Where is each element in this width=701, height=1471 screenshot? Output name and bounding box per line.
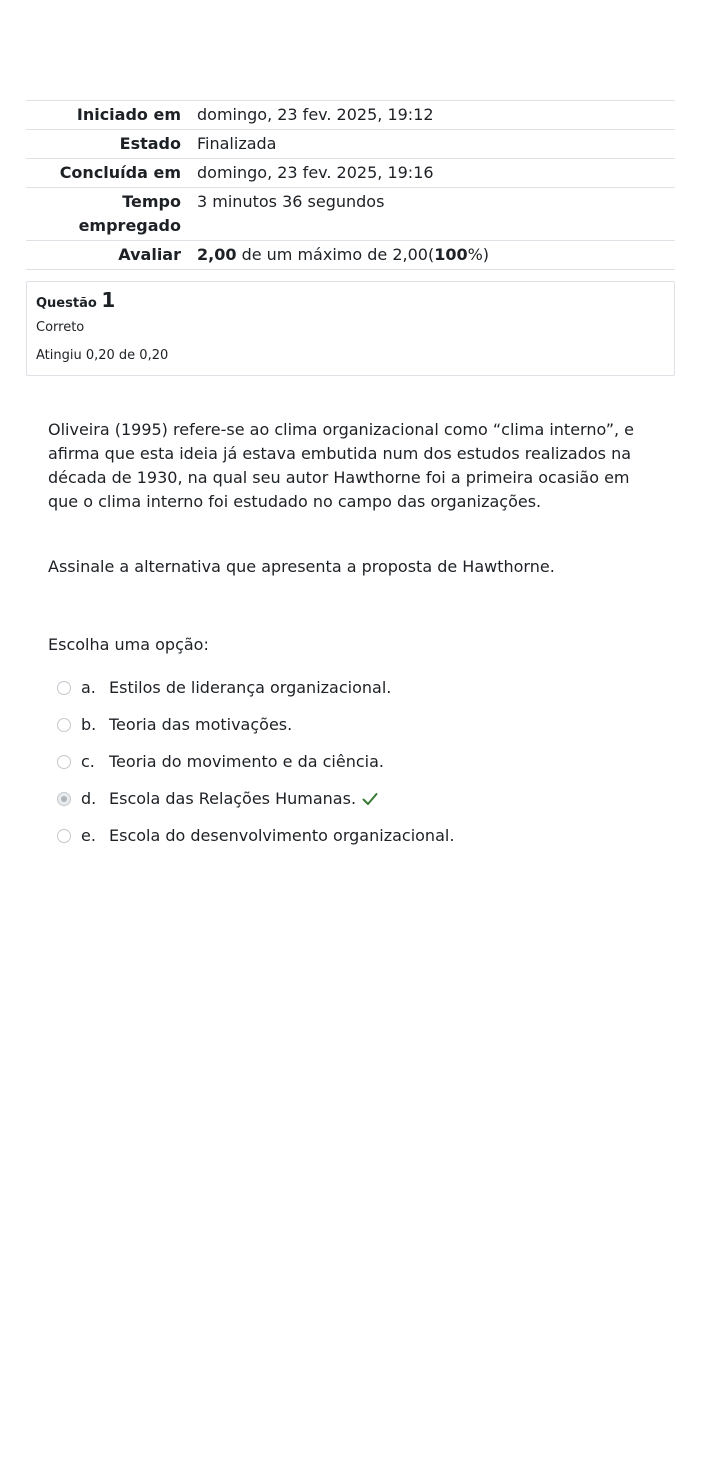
question-paragraph: Oliveira (1995) refere-se ao clima organizacional como “clima interno”, e afirma que esta ideia já estava embutida num dos estudos realizados na década de 1930, na qual seu autor Hawthorne foi a primeira ocasião em que o clima interno foi estudado no campo das organizações. (48, 420, 635, 511)
answer-option-b[interactable] (55, 706, 655, 743)
summary-label: Tempo empregado (78, 192, 181, 235)
question-state: Correto (36, 320, 85, 335)
summary-label: Avaliar (118, 245, 181, 264)
check-icon (362, 792, 378, 806)
radio-button[interactable] (57, 681, 71, 695)
grade-percent: 100 (434, 245, 468, 264)
radio-button[interactable] (57, 829, 71, 843)
question-label: Questão (36, 296, 97, 311)
choose-option-label: Escolha uma opção: (48, 635, 209, 654)
answer-letter: c. (81, 751, 95, 771)
quiz-summary-table (26, 100, 675, 270)
radio-button[interactable] (57, 755, 71, 769)
summary-label: Concluída em (59, 163, 181, 182)
summary-value: domingo, 23 fev. 2025, 19:12 (197, 105, 434, 124)
summary-label: Iniciado em (76, 105, 181, 124)
answer-letter: d. (81, 788, 97, 808)
answer-option-c[interactable] (55, 743, 655, 780)
grade-mid: de um máximo de 2,00( (236, 245, 435, 264)
question-number (36, 290, 115, 314)
grade-end: %) (467, 245, 490, 264)
question-text (48, 418, 648, 514)
answer-list (55, 669, 655, 854)
summary-value: domingo, 23 fev. 2025, 19:16 (197, 163, 434, 182)
summary-row-grade (26, 241, 675, 270)
summary-value: 3 minutos 36 segundos (197, 192, 385, 211)
question-info-box (26, 281, 675, 376)
summary-grade-value (197, 241, 675, 269)
summary-row-completed (26, 159, 675, 188)
summary-row-state (26, 130, 675, 159)
answer-letter: a. (81, 677, 96, 697)
answer-option-d[interactable] (55, 780, 655, 817)
summary-row-started (26, 101, 675, 130)
answer-text: Escola do desenvolvimento organizacional. (109, 825, 455, 845)
answer-text: Estilos de liderança organizacional. (109, 677, 392, 697)
summary-label: Estado (119, 134, 181, 153)
answer-letter: e. (81, 825, 96, 845)
summary-value: Finalizada (197, 134, 277, 153)
radio-button-selected[interactable] (57, 792, 71, 806)
radio-button[interactable] (57, 718, 71, 732)
question-prompt: Assinale a alternativa que apresenta a proposta de Hawthorne. (48, 557, 555, 576)
answer-letter: b. (81, 714, 97, 734)
answer-option-e[interactable] (55, 817, 655, 854)
question-grade: Atingiu 0,20 de 0,20 (36, 348, 169, 363)
answer-text: Escola das Relações Humanas. (109, 788, 357, 808)
summary-row-time-taken (26, 188, 675, 241)
grade-score: 2,00 (197, 245, 237, 264)
answer-text: Teoria das motivações. (109, 714, 293, 734)
answer-option-a[interactable] (55, 669, 655, 706)
answer-text: Teoria do movimento e da ciência. (109, 751, 384, 771)
question-number-value: 1 (101, 288, 116, 312)
